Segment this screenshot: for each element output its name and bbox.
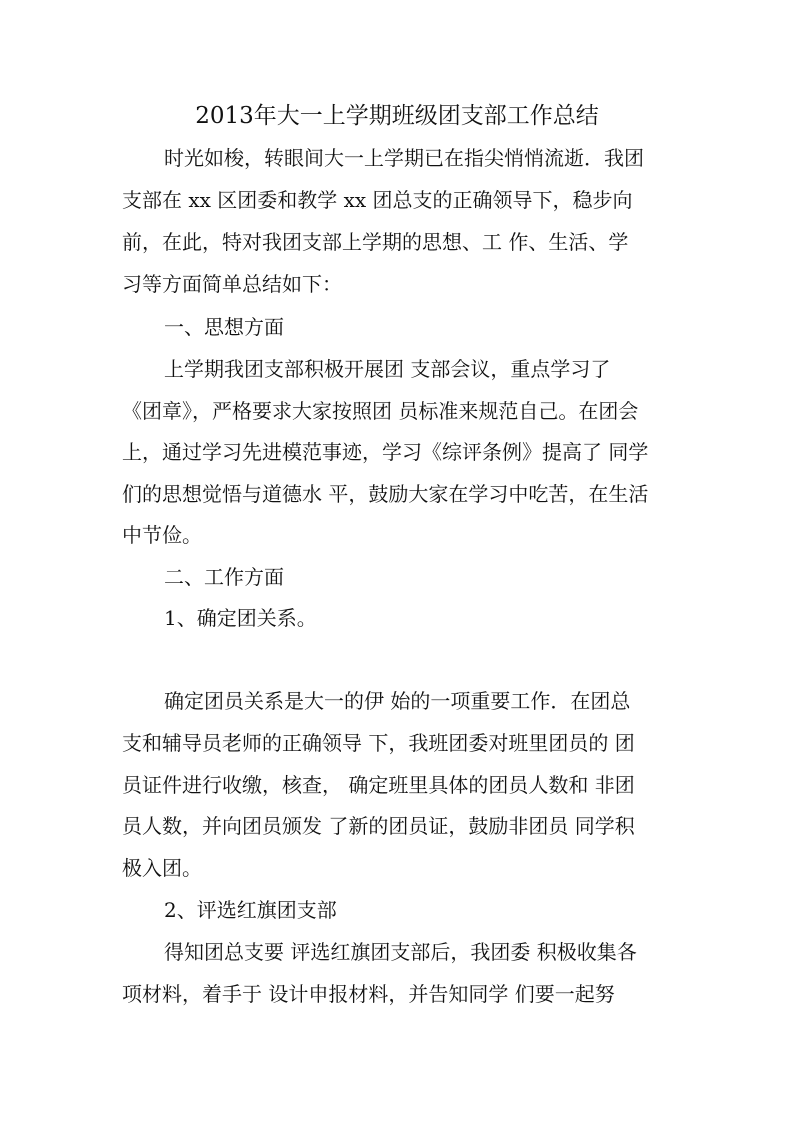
paragraph-line: 极入团。 bbox=[122, 856, 202, 880]
paragraph-line: 前，在此，特对我团支部上学期的思想、工 作、生活、学 bbox=[122, 230, 629, 254]
section-heading-thought: 一、思想方面 bbox=[164, 315, 284, 339]
paragraph-line: 得知团总支要 评选红旗团支部后，我团委 积极收集各 bbox=[164, 940, 637, 964]
paragraph-line: 上学期我团支部积极开展团 支部会议，重点学习了 bbox=[164, 357, 611, 381]
paragraph-line: 中节俭。 bbox=[122, 523, 202, 547]
document-title: 2013年大一上学期班级团支部工作总结 bbox=[195, 103, 599, 129]
paragraph-line: 员证件进行收缴，核查， 确定班里具体的团员人数和 非团 bbox=[122, 773, 635, 797]
subsection-heading: 2、评选红旗团支部 bbox=[164, 898, 337, 922]
paragraph-line: 员人数，并向团员颁发 了新的团员证，鼓励非团员 同学积 bbox=[122, 814, 635, 838]
paragraph-line: 确定团员关系是大一的伊 始的一项重要工作．在团总 bbox=[164, 689, 631, 713]
paragraph-line: 上，通过学习先进模范事迹，学习《综评条例》提高了 同学 bbox=[122, 440, 649, 464]
section-heading-work: 二、工作方面 bbox=[164, 565, 284, 589]
subsection-heading: 1、确定团关系。 bbox=[164, 606, 317, 630]
paragraph-line: 习等方面简单总结如下： bbox=[122, 272, 342, 296]
paragraph-line: 《团章》，严格要求大家按照团 员标准来规范自己。在团会 bbox=[122, 399, 639, 423]
paragraph-line: 项材料，着手于 设计申报材料，并告知同学 们要一起努 bbox=[122, 982, 615, 1006]
paragraph-line: 支和辅导员老师的正确领导 下，我班团委对班里团员的 团 bbox=[122, 731, 635, 755]
paragraph-line: 们的思想觉悟与道德水 平，鼓励大家在学习中吃苦，在生活 bbox=[122, 482, 649, 506]
paragraph-line: 时光如梭，转眼间大一上学期已在指尖悄悄流逝．我团 bbox=[164, 146, 644, 170]
paragraph-line: 支部在 xx 区团委和教学 xx 团总支的正确领导下，稳步向 bbox=[122, 188, 633, 212]
